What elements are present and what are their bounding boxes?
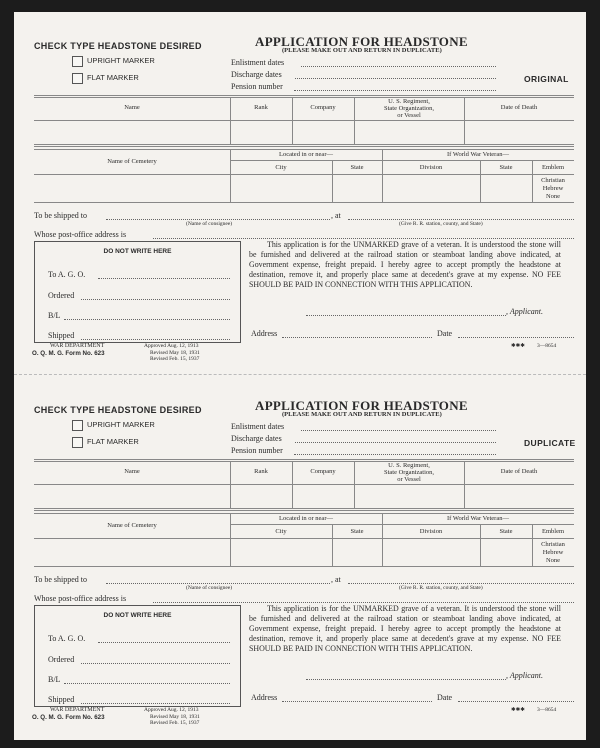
revision-dates: Approved Aug. 12, 1913 Revised May 18, 1931 Revised Feb. 15, 1937 [144,707,200,726]
check-type-title: CHECK TYPE HEADSTONE DESIRED [34,41,202,51]
pension-number-field[interactable] [294,90,496,91]
form-number: O. Q. M. G. Form No. 623 [32,714,105,721]
enlistment-dates-label: Enlistment dates [231,58,285,67]
flat-marker-label: FLAT MARKER [87,73,139,82]
post-office-label: Whose post-office address is [34,230,127,239]
post-office-label: Whose post-office address is [34,594,127,603]
revision-dates: Approved Aug. 12, 1913 Revised May 18, 1931 Revised Feb. 15, 1937 [144,343,200,362]
discharge-dates-field[interactable] [295,78,496,79]
rank-column-header: Rank [254,104,268,111]
applicant-label: , Applicant. [506,671,543,680]
ordered-field[interactable] [81,299,230,300]
duplicate-form [14,376,586,740]
application-statement: This application is for the UNMARKED grave of a veteran. It is understood the stone will be furnished and delivered at the railroad station or steamboat landing above indicated, at Government expense, freight prepaid. I hereby agree to accept promptly the headstone at destination, remove it, and properly place same at decedent's grave at my expense. NO FEE SHOULD BE PAID IN CONNECTION WITH THIS APPLICATION. [249,604,561,653]
name-column-header: Name [124,104,140,111]
emblem-options: Christian Hebrew None [541,541,565,564]
applicant-signature-field[interactable] [306,315,506,316]
shipped-label: Shipped [48,331,75,340]
ordered-label: Ordered [48,291,75,300]
war-department-label: WAR DEPARTMENT [50,343,105,349]
cemetery-column-header: Name of Cemetery [107,522,157,529]
regiment-column-header: U. S. Regiment, State Organization, or Vessel [383,462,435,483]
bl-field[interactable] [64,319,230,320]
copy-label: ORIGINAL [524,74,569,84]
discharge-dates-label: Discharge dates [231,434,282,443]
to-ago-field[interactable] [98,278,230,279]
date-field[interactable] [458,701,574,702]
enlistment-dates-field[interactable] [301,430,496,431]
state-column-header: State [350,528,364,535]
print-mark: ✱✱✱ [511,707,525,713]
copy-label: DUPLICATE [524,438,576,448]
ordered-label: Ordered [48,655,75,664]
application-statement: This application is for the UNMARKED grave of a veteran. It is understood the stone will be furnished and delivered at the railroad station or steamboat landing above indicated, at Government expense, freight prepaid. I hereby agree to accept promptly the headstone at destination, remove it, and properly place same at decedent's grave at my expense. NO FEE SHOULD BE PAID IN CONNECTION WITH THIS APPLICATION. [249,240,561,289]
print-code: 3—8654 [537,707,557,713]
shipped-to-label: To be shipped to [34,211,87,220]
form-subtitle: (PLEASE MAKE OUT AND RETURN IN DUPLICATE) [282,47,442,54]
company-column-header: Company [310,104,336,111]
rank-column-header: Rank [254,468,268,475]
flat-marker-checkbox[interactable] [72,437,83,448]
upright-marker-checkbox[interactable] [72,56,83,67]
company-column-header: Company [310,468,336,475]
shipped-field[interactable] [81,339,230,340]
discharge-dates-label: Discharge dates [231,70,282,79]
located-near-header: Located in or near— [279,151,333,158]
station-note: (Give R. R. station, county, and State) [399,221,483,227]
bl-field[interactable] [64,683,230,684]
emblem-column-header: Emblem [541,164,565,171]
ordered-field[interactable] [81,663,230,664]
date-label: Date [437,329,453,338]
discharge-dates-field[interactable] [295,442,496,443]
name-column-header: Name [124,468,140,475]
cemetery-column-header: Name of Cemetery [107,158,157,165]
consignee-note: (Name of consignee) [186,221,233,227]
station-field[interactable] [348,219,574,220]
upright-marker-checkbox[interactable] [72,420,83,431]
form-title: APPLICATION FOR HEADSTONE [255,34,468,49]
state-column-header: State [350,164,364,171]
pension-number-label: Pension number [231,82,283,91]
flat-marker-label: FLAT MARKER [87,437,139,446]
upright-marker-label: UPRIGHT MARKER [87,56,155,65]
date-of-death-column-header: Date of Death [500,468,538,475]
pension-number-field[interactable] [294,454,496,455]
city-column-header: City [275,528,287,535]
applicant-signature-field[interactable] [306,679,506,680]
form-sheet [14,12,586,740]
form-title: APPLICATION FOR HEADSTONE [255,398,468,413]
pension-number-label: Pension number [231,446,283,455]
station-field[interactable] [348,583,574,584]
to-ago-label: To A. G. O. [48,270,86,279]
flat-marker-checkbox[interactable] [72,73,83,84]
address-field[interactable] [282,701,432,702]
bl-label: B/L [48,311,61,320]
veteran-state-column-header: State [499,164,513,171]
address-label: Address [251,693,278,702]
print-code: 3—8654 [537,343,557,349]
applicant-label: , Applicant. [506,307,543,316]
bl-label: B/L [48,675,61,684]
emblem-column-header: Emblem [541,528,565,535]
post-office-field[interactable] [153,602,574,603]
city-column-header: City [275,164,287,171]
shipped-label: Shipped [48,695,75,704]
at-label: , at [331,211,341,220]
war-department-label: WAR DEPARTMENT [50,707,105,713]
shipped-field[interactable] [81,703,230,704]
consignee-field[interactable] [106,583,330,584]
division-column-header: Division [419,528,443,535]
date-label: Date [437,693,453,702]
original-form [14,12,586,376]
address-label: Address [251,329,278,338]
consignee-field[interactable] [106,219,330,220]
address-field[interactable] [282,337,432,338]
print-mark: ✱✱✱ [511,343,525,349]
form-number: O. Q. M. G. Form No. 623 [32,350,105,357]
do-not-write-title: DO NOT WRITE HERE [103,612,172,619]
upright-marker-label: UPRIGHT MARKER [87,420,155,429]
shipped-to-label: To be shipped to [34,575,87,584]
world-war-veteran-header: If World War Veteran— [447,515,509,522]
emblem-options: Christian Hebrew None [541,177,565,200]
enlistment-dates-field[interactable] [301,66,496,67]
consignee-note: (Name of consignee) [186,585,233,591]
form-subtitle: (PLEASE MAKE OUT AND RETURN IN DUPLICATE) [282,411,442,418]
to-ago-field[interactable] [98,642,230,643]
located-near-header: Located in or near— [279,515,333,522]
to-ago-label: To A. G. O. [48,634,86,643]
veteran-state-column-header: State [499,528,513,535]
world-war-veteran-header: If World War Veteran— [447,151,509,158]
date-of-death-column-header: Date of Death [500,104,538,111]
enlistment-dates-label: Enlistment dates [231,422,285,431]
division-column-header: Division [419,164,443,171]
at-label: , at [331,575,341,584]
station-note: (Give R. R. station, county, and State) [399,585,483,591]
date-field[interactable] [458,337,574,338]
do-not-write-title: DO NOT WRITE HERE [103,248,172,255]
regiment-column-header: U. S. Regiment, State Organization, or Vessel [383,98,435,119]
check-type-title: CHECK TYPE HEADSTONE DESIRED [34,405,202,415]
post-office-field[interactable] [153,238,574,239]
